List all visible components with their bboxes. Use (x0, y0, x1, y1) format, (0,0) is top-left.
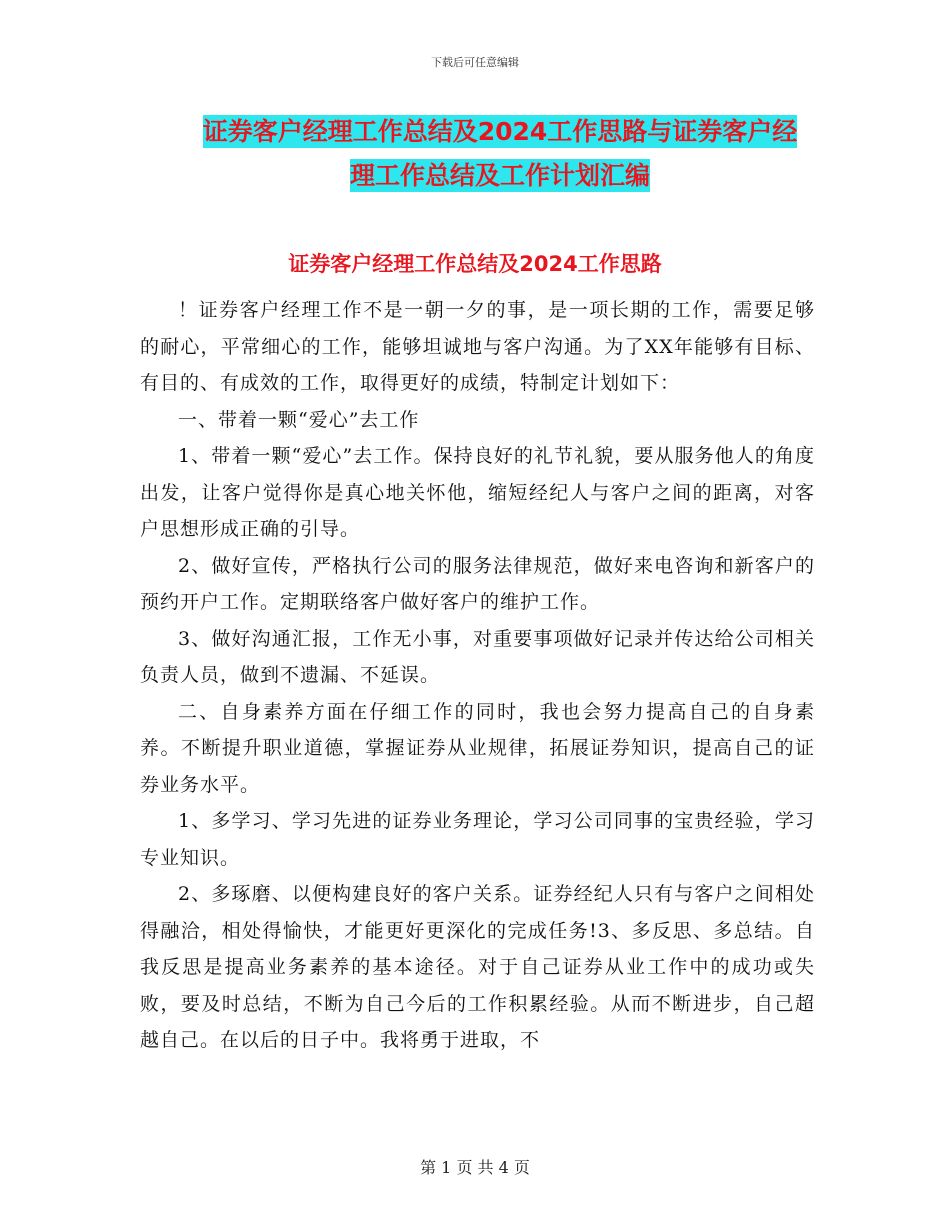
document-title-line2: 理工作总结及工作计划汇编 (349, 161, 650, 190)
paragraph-intro: ！证券客户经理工作不是一朝一夕的事，是一项长期的工作，需要足够的耐心，平常细心的工作，能够坦诚地与客户沟通。为了XX年能够有目标、有目的、有成效的工作，取得更好的成绩，特制定计划如下： (140, 299, 815, 394)
document-title (160, 110, 840, 198)
section-title: 证券客户经理工作总结及2024工作思路 (288, 252, 662, 276)
paragraph-reflect: 2、多琢磨、以便构建良好的客户关系。证券经纪人只有与客户之间相处得融洽，相处得愉快，才能更好更深化的完成任务!3、多反思、多总结。自我反思是提高业务素养的基本途径。对于自己证券从业工作中的成功或失败，要及时总结，不断为自己今后的工作积累经验。从而不断进步，自己超越自己。在以后的日子中。我将勇于进取，不 (140, 883, 815, 1051)
heading-love: 一、带着一颗“爱心”去工作 (178, 408, 420, 431)
page-number: 第 1 页 共 4 页 (420, 1158, 530, 1177)
paragraph-study: 1、多学习、学习先进的证券业务理论，学习公司同事的宝贵经验，学习专业知识。 (140, 810, 815, 869)
header-note: 下载后可任意编辑 (431, 56, 519, 69)
paragraph-section-2: 二、自身素养方面在仔细工作的同时，我也会努力提高自己的自身素养。不断提升职业道德，掌握证券从业规律，拓展证券知识，提高自己的证券业务水平。 (140, 700, 815, 796)
paragraph-item-3: 3、做好沟通汇报，工作无小事，对重要事项做好记录并传达给公司相关负责人员，做到不遗漏、不延误。 (140, 627, 815, 686)
document-body (140, 292, 815, 1059)
paragraph-item-2: 2、做好宣传，严格执行公司的服务法律规范，做好来电咨询和新客户的预约开户工作。定期联络客户做好客户的维护工作。 (140, 554, 815, 613)
paragraph-item-1: 1、带着一颗“爱心”去工作。保持良好的礼节礼貌，要从服务他人的角度出发，让客户觉得你是真心地关怀他，缩短经纪人与客户之间的距离，对客户思想形成正确的引导。 (140, 445, 815, 540)
document-title-line1: 证券客户经理工作总结及2024工作思路与证券客户经 (202, 117, 798, 146)
